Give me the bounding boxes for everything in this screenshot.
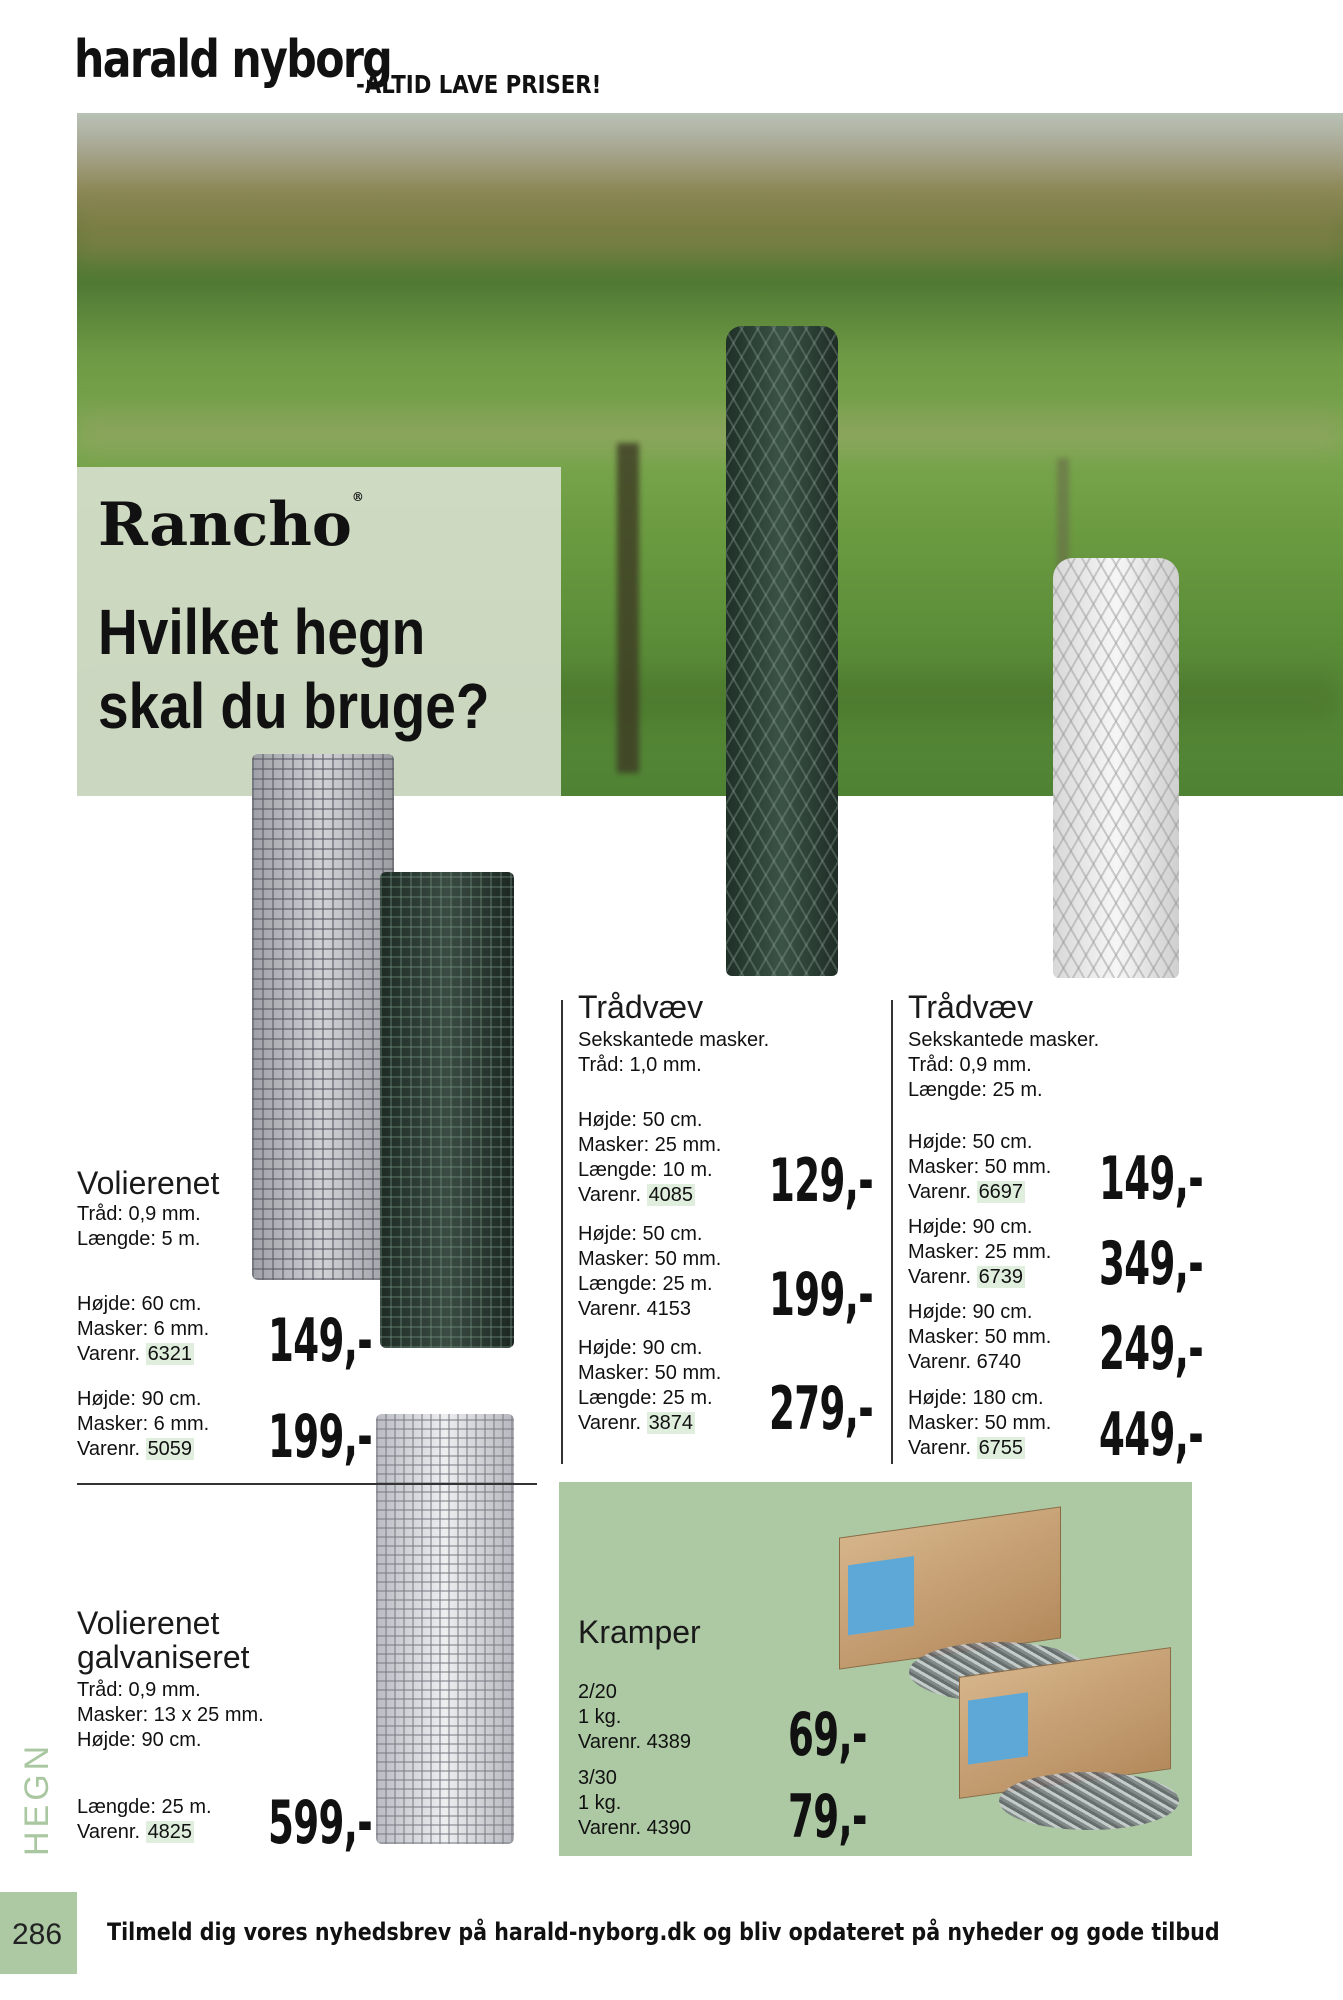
fence-post-image	[617, 443, 639, 773]
page-number: 286	[12, 1918, 63, 1951]
varenr: 4153	[646, 1298, 692, 1320]
green-wire-mesh-roll-image	[380, 872, 514, 1348]
variant-block: Højde: 180 cm. Masker: 50 mm. Varenr. 6755	[908, 1387, 1052, 1459]
varenr: 6321	[147, 1343, 193, 1365]
product-title: Trådvæv	[908, 989, 1034, 1025]
page-number-box	[0, 1892, 77, 1974]
variant-block: Længde: 25 m. Varenr. 4825	[77, 1796, 212, 1843]
tagline: -ALTID LAVE PRISER!	[356, 70, 602, 99]
harald-nyborg-logo: harald nyborg	[74, 30, 392, 90]
varenr: 6739	[978, 1266, 1024, 1288]
varenr: 4085	[648, 1184, 694, 1206]
variant-block: Højde: 50 cm. Masker: 50 mm. Længde: 25 m. Varenr. 4153	[578, 1223, 722, 1320]
price: 69,-	[788, 1700, 867, 1770]
product-spec: Sekskantede masker.	[908, 1029, 1100, 1051]
product-spec: Masker: 13 x 25 mm.	[77, 1704, 264, 1726]
varenr: 3874	[648, 1412, 694, 1434]
price: 149,-	[1099, 1144, 1204, 1214]
price: 79,-	[788, 1782, 867, 1852]
product-spec: Tråd: 1,0 mm.	[578, 1054, 702, 1076]
product-title: Trådvæv	[578, 989, 704, 1025]
varenr: 6755	[978, 1437, 1024, 1459]
price: 599,-	[268, 1788, 373, 1858]
galvanized-wire-mesh-roll-image	[376, 1414, 514, 1844]
varenr: 5059	[147, 1438, 193, 1460]
varenr: 4389	[646, 1731, 692, 1753]
section-side-label: HEGN	[18, 1741, 56, 1856]
variant-block: 3/30 1 kg. Varenr. 4390	[578, 1767, 692, 1839]
product-spec: Længde: 5 m.	[77, 1228, 201, 1250]
varenr: 4825	[147, 1821, 193, 1843]
product-spec: Sekskantede masker.	[578, 1029, 770, 1051]
volierenet-section	[77, 1166, 219, 1252]
variant-block: Højde: 50 cm. Masker: 25 mm. Længde: 10 m. Varenr. 4085	[578, 1109, 722, 1206]
divider	[77, 1483, 537, 1485]
galvanized-hex-mesh-roll-image	[1053, 558, 1179, 978]
variant-block: Højde: 90 cm. Masker: 6 mm. Varenr. 5059	[77, 1388, 210, 1460]
product-title: galvaniseret	[77, 1639, 250, 1675]
variant-block: Højde: 90 cm. Masker: 25 mm. Varenr. 6739	[908, 1216, 1052, 1288]
product-title: Volierenet	[77, 1605, 220, 1641]
product-title: Kramper	[578, 1614, 701, 1650]
newsletter-footer: Tilmeld dig vores nyhedsbrev på harald-nyborg.dk og bliv opdateret på nyheder og gode tilbud	[107, 1918, 1220, 1946]
variant-block: Højde: 90 cm. Masker: 50 mm. Varenr. 6740	[908, 1301, 1052, 1373]
staples-pile-image	[999, 1772, 1179, 1830]
tradvaev-section	[908, 990, 1099, 1103]
price: 449,-	[1099, 1400, 1204, 1470]
price: 149,-	[268, 1306, 373, 1376]
product-spec: Længde: 25 m.	[908, 1079, 1043, 1101]
variant-block: Højde: 90 cm. Masker: 50 mm. Længde: 25 m. Varenr. 3874	[578, 1337, 722, 1434]
galvaniseret-section	[77, 1606, 264, 1753]
product-spec: Højde: 90 cm.	[77, 1729, 202, 1751]
rancho-brand: Rancho®	[98, 490, 364, 560]
divider	[891, 1000, 893, 1464]
gray-wire-mesh-roll-image	[252, 754, 394, 1280]
product-spec: Tråd: 0,9 mm.	[77, 1203, 201, 1225]
price: 279,-	[769, 1374, 874, 1444]
price: 129,-	[769, 1146, 874, 1216]
product-title: Volierenet	[77, 1165, 220, 1201]
price: 199,-	[268, 1402, 373, 1472]
varenr: 4390	[646, 1817, 692, 1839]
variant-block: Højde: 60 cm. Masker: 6 mm. Varenr. 6321	[77, 1293, 210, 1365]
divider	[561, 1000, 563, 1464]
variant-block: Højde: 50 cm. Masker: 50 mm. Varenr. 6697	[908, 1131, 1052, 1203]
product-spec: Tråd: 0,9 mm.	[908, 1054, 1032, 1076]
product-spec: Tråd: 0,9 mm.	[77, 1679, 201, 1701]
green-hex-mesh-roll-image	[726, 326, 838, 976]
varenr: 6697	[978, 1181, 1024, 1203]
variant-block: 2/20 1 kg. Varenr. 4389	[578, 1681, 692, 1753]
price: 199,-	[769, 1260, 874, 1330]
varenr: 6740	[976, 1351, 1022, 1373]
hero-headline: Hvilket hegn skal du bruge?	[98, 596, 490, 742]
price: 249,-	[1099, 1314, 1204, 1384]
price: 349,-	[1099, 1229, 1204, 1299]
tradvaev-section	[578, 990, 769, 1078]
